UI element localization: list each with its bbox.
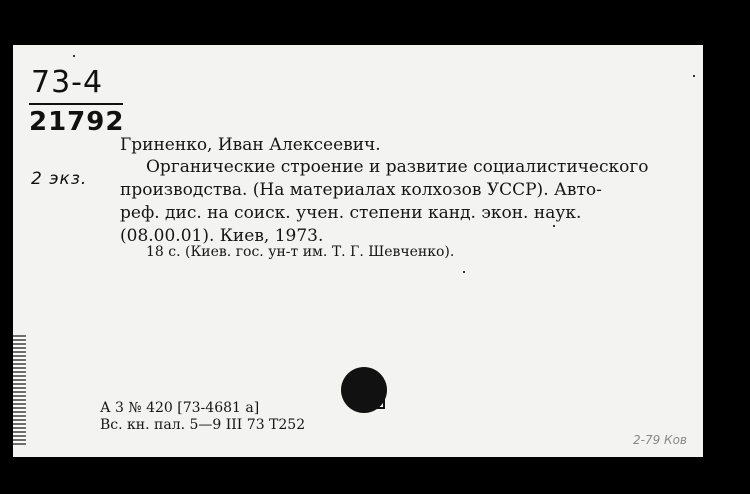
handwritten-note: 2 экз. [31, 169, 88, 189]
scan-speck [553, 225, 555, 227]
title-line-2: производства. (На материалах колхозов УССР). Авто- [120, 180, 602, 200]
call-number-divider [29, 103, 123, 105]
title-line-1: Органические строение и развитие социалистического [146, 157, 649, 177]
call-number-bottom: 21792 [29, 107, 125, 137]
registry-line-2: Вс. кн. пал. 5—9 III 73 Т252 [100, 417, 306, 433]
card-edge-perforation [13, 335, 26, 445]
imprint-line: 18 с. (Киев. гос. ун-т им. Т. Г. Шевченко). [146, 244, 455, 260]
scan-speck [693, 75, 695, 77]
title-line-4: (08.00.01). Киев, 1973. [120, 226, 324, 246]
scan-speck [73, 55, 75, 57]
stamp-mark [369, 393, 385, 409]
title-line-3: реф. дис. на соиск. учен. степени канд. экон. наук. [120, 203, 582, 223]
registry-line-1: А 3 № 420 [73-4681 а] [100, 400, 260, 416]
call-number-top: 73-4 [31, 65, 104, 100]
faint-stamp-text: 2-79 Ков [633, 433, 687, 447]
scan-speck [463, 271, 465, 273]
catalog-card [13, 45, 703, 457]
author-heading: Гриненко, Иван Алексеевич. [120, 135, 381, 155]
